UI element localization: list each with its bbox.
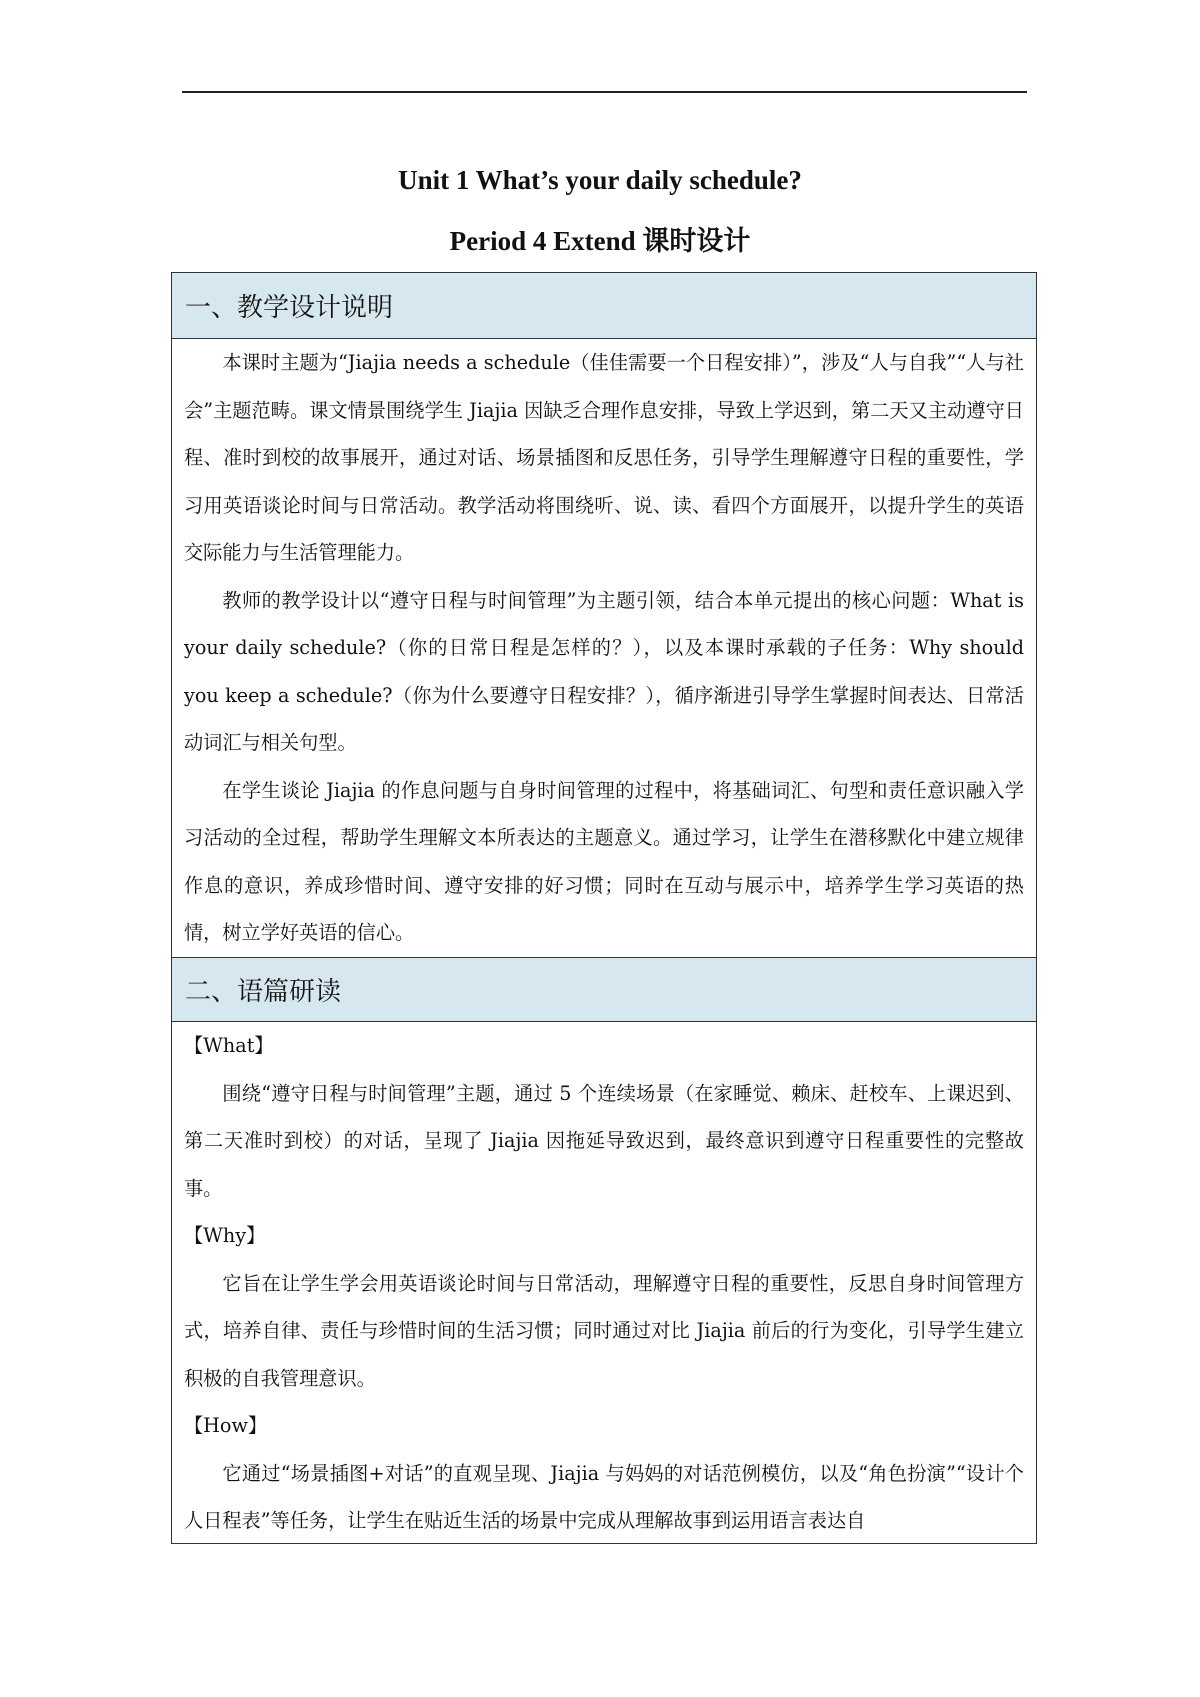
paragraph-core-question: 教师的教学设计以“遵守日程与时间管理”为主题引领，结合本单元提出的核心问题：What is your daily schedule?（你的日常日程是怎样的？），以及本课时承载的子任务：Why should you keep a schedule?（你为什么要遵守日程安排？），循序渐进引导学生掌握时间表达、日常活动词汇与相关句型。 — [184, 588, 1024, 754]
header-rule — [182, 91, 1027, 93]
paragraph-learning-goals: 在学生谈论 Jiajia 的作息问题与自身时间管理的过程中，将基础词汇、句型和责任意识融入学习活动的全过程，帮助学生理解文本所表达的主题意义。通过学习，让学生在潜移默化中建立规律作息的意识，养成珍惜时间、遵守安排的好习惯；同时在互动与展示中，培养学生学习英语的热情，树立学好英语的信心。 — [184, 778, 1024, 944]
section-heading-text-analysis: 二、语篇研读 — [172, 957, 1036, 1022]
document-title: Unit 1 What’s your daily schedule? — [398, 165, 802, 195]
paragraph-theme-intro: 本课时主题为“Jiajia needs a schedule（佳佳需要一个日程安排）”，涉及“人与自我”“人与社会”主题范畴。课文情景围绕学生 Jiajia 因缺乏合理作息安排，导致上学迟到，第二天又主动遵守日程、准时到校的故事展开，通过对话、场景插图和反思任务，引导学生理解遵守日程的重要性，学习用英语谈论时间与日常活动。教学活动将围绕听、说、读、看四个方面展开，以提升学生的英语交际能力与生活管理能力。 — [184, 351, 1024, 564]
section-body-text-analysis — [184, 1022, 1024, 1544]
section-heading-teaching-design: 一、教学设计说明 — [172, 273, 1036, 339]
document-subtitle: Period 4 Extend 课时设计 — [449, 226, 751, 256]
how-tag: 【How】 — [184, 1414, 268, 1437]
section-body-teaching-design — [184, 339, 1024, 957]
why-tag: 【Why】 — [184, 1224, 266, 1247]
lesson-design-table — [171, 272, 1037, 1544]
what-tag: 【What】 — [184, 1034, 274, 1057]
how-paragraph: 它通过“场景插图+对话”的直观呈现、Jiajia 与妈妈的对话范例模仿，以及“角色扮演”“设计个人日程表”等任务，让学生在贴近生活的场景中完成从理解故事到运用语言表达自 — [184, 1461, 1024, 1532]
what-paragraph: 围绕“遵守日程与时间管理”主题，通过 5 个连续场景（在家睡觉、赖床、赶校车、上课迟到、第二天准时到校）的对话，呈现了 Jiajia 因拖延导致迟到，最终意识到遵守日程重要性的完整故事。 — [184, 1081, 1024, 1200]
why-paragraph: 它旨在让学生学会用英语谈论时间与日常活动，理解遵守日程的重要性，反思自身时间管理方式，培养自律、责任与珍惜时间的生活习惯；同时通过对比 Jiajia 前后的行为变化，引导学生建立积极的自我管理意识。 — [184, 1271, 1024, 1390]
